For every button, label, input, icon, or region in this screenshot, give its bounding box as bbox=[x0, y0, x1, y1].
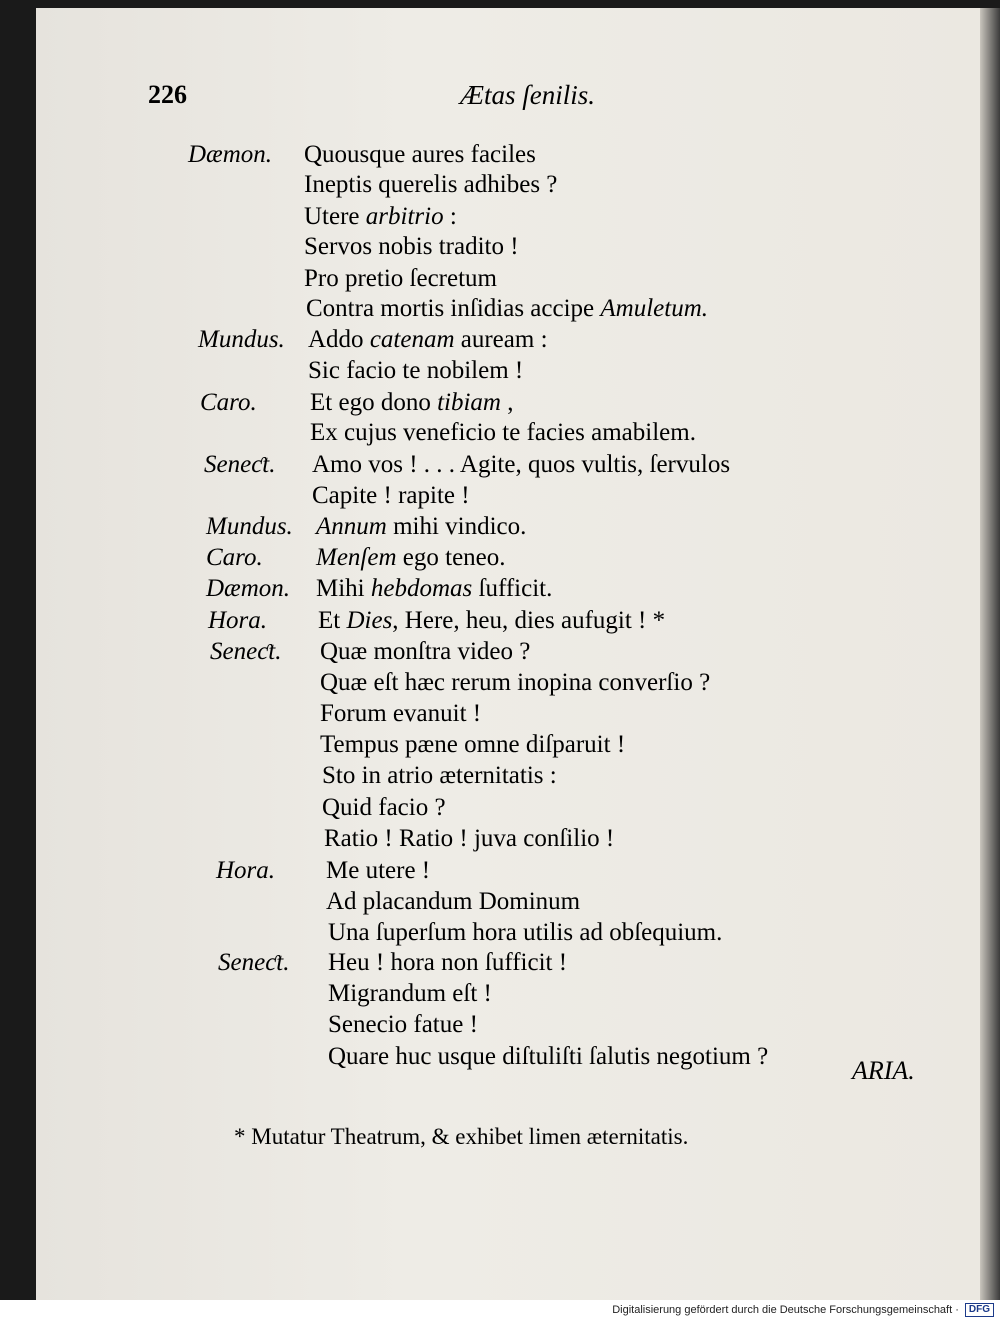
verse-text: Addo bbox=[308, 326, 370, 353]
footnote: * Mutatur Theatrum, & exhibet limen æternitatis. bbox=[234, 1124, 689, 1149]
speaker-label: Dæmon. bbox=[206, 575, 291, 602]
page-number: 226 bbox=[148, 80, 187, 109]
verse-text: Sic facio te nobilem ! bbox=[308, 357, 524, 384]
verse-text: Quæ eſt hæc rerum inopina converſio ? bbox=[320, 669, 711, 696]
verse-text: , Here, heu, dies aufugit ! * bbox=[392, 607, 666, 634]
verse-line bbox=[304, 170, 557, 200]
verse-line bbox=[316, 543, 506, 573]
verse-text: Et ego dono bbox=[310, 389, 438, 416]
speaker-label: Caro. bbox=[200, 389, 257, 416]
verse-line bbox=[308, 356, 523, 386]
dfg-logo[interactable]: DFG bbox=[965, 1303, 994, 1317]
verse-text: auream : bbox=[454, 326, 548, 353]
running-title: Ætas ſenilis. bbox=[460, 80, 596, 110]
verse-line bbox=[304, 140, 536, 170]
verse-text: Senecio fatue ! bbox=[328, 1011, 478, 1038]
verse-line bbox=[326, 887, 580, 917]
verse-text: mihi vindico. bbox=[386, 513, 527, 540]
verse-line bbox=[328, 979, 492, 1009]
speaker-label: Caro. bbox=[206, 544, 263, 571]
verse-text: : bbox=[443, 203, 457, 230]
verse-line bbox=[312, 481, 470, 511]
italic-term: Menſem bbox=[316, 544, 397, 571]
italic-term: Amuletum. bbox=[600, 295, 708, 322]
speaker-label: Hora. bbox=[208, 607, 268, 634]
verse-text: Ratio ! Ratio ! juva conſilio ! bbox=[324, 825, 615, 852]
verse-line bbox=[320, 730, 625, 760]
funding-bar bbox=[0, 1300, 1000, 1319]
italic-term: arbitrio bbox=[365, 203, 444, 230]
verse-line bbox=[320, 668, 710, 698]
verse-text: Tempus pæne omne diſparuit ! bbox=[320, 731, 626, 758]
verse-line bbox=[304, 232, 519, 262]
verse-text: Ineptis querelis adhibes ? bbox=[304, 171, 558, 198]
verse-line bbox=[318, 606, 665, 636]
speaker-label: Dæmon. bbox=[188, 141, 273, 168]
verse-text: Amo vos ! . . . Agite, quos vultis, ſervulos bbox=[312, 451, 731, 478]
verse-line bbox=[322, 793, 446, 823]
verse-text: Migrandum eſt ! bbox=[328, 980, 492, 1007]
verse-text: Contra mortis inſidias accipe bbox=[306, 295, 601, 322]
verse-text: Sto in atrio æternitatis : bbox=[322, 762, 557, 789]
verse-text: Forum evanuit ! bbox=[320, 700, 482, 727]
speaker-label: Mundus. bbox=[198, 326, 285, 353]
verse-line bbox=[310, 388, 513, 418]
speaker-label: Seneƈt. bbox=[218, 949, 290, 976]
verse-line bbox=[326, 856, 430, 886]
italic-term: Annum bbox=[316, 513, 387, 540]
verse-text: Servos nobis tradito ! bbox=[304, 233, 519, 260]
verse-line bbox=[328, 948, 567, 978]
verse-text: Ad placandum Dominum bbox=[326, 888, 581, 915]
italic-term: Dies bbox=[346, 607, 393, 634]
verse-text: Quare huc usque diſtuliſti ſalutis negotium ? bbox=[328, 1043, 769, 1070]
verse-line bbox=[324, 824, 614, 854]
verse-line bbox=[328, 1042, 768, 1072]
verse-line bbox=[328, 918, 722, 948]
speaker-label: Hora. bbox=[216, 857, 276, 884]
verse-text: Capite ! rapite ! bbox=[312, 482, 470, 509]
verse-line bbox=[304, 264, 497, 294]
verse-text: Heu ! hora non ſufficit ! bbox=[328, 949, 568, 976]
verse-line bbox=[322, 761, 557, 791]
page-edge-shadow bbox=[980, 8, 1000, 1300]
verse-line bbox=[328, 1010, 478, 1040]
verse-line bbox=[320, 637, 530, 667]
verse-text: Pro pretio ſecretum bbox=[304, 265, 497, 292]
verse-text: Et bbox=[318, 607, 347, 634]
speaker-label: Seneƈt. bbox=[204, 451, 276, 478]
funding-notice: Digitalisierung gefördert durch die Deutsche Forschungsgemeinschaft · bbox=[612, 1303, 959, 1316]
verse-line bbox=[312, 450, 730, 480]
speaker-label: Seneƈt. bbox=[210, 638, 282, 665]
verse-line bbox=[304, 202, 457, 232]
verse-line bbox=[310, 418, 696, 448]
verse-line bbox=[306, 294, 708, 324]
italic-term: catenam bbox=[369, 326, 455, 353]
verse-line bbox=[316, 574, 552, 604]
verse-line bbox=[308, 325, 548, 355]
verse-text: Quousque aures faciles bbox=[304, 141, 536, 168]
verse-line bbox=[316, 512, 526, 542]
verse-text: ſufficit. bbox=[472, 575, 553, 602]
verse-text: Ex cujus veneficio te facies amabilem. bbox=[310, 419, 696, 446]
verse-line bbox=[320, 699, 481, 729]
speaker-label: Mundus. bbox=[206, 513, 293, 540]
verse-text: Utere bbox=[304, 203, 366, 230]
catchword: ARIA. bbox=[852, 1056, 915, 1085]
verse-text: Quæ monſtra video ? bbox=[320, 638, 531, 665]
verse-text: Me utere ! bbox=[326, 857, 431, 884]
verse-text: ego teneo. bbox=[396, 544, 506, 571]
italic-term: tibiam bbox=[437, 389, 501, 416]
verse-text: Mihi bbox=[316, 575, 371, 602]
verse-text: Quid facio ? bbox=[322, 794, 446, 821]
italic-term: hebdomas bbox=[370, 575, 473, 602]
verse-text: Una ſuperſum hora utilis ad obſequium. bbox=[328, 919, 723, 946]
verse-text: , bbox=[500, 389, 514, 416]
